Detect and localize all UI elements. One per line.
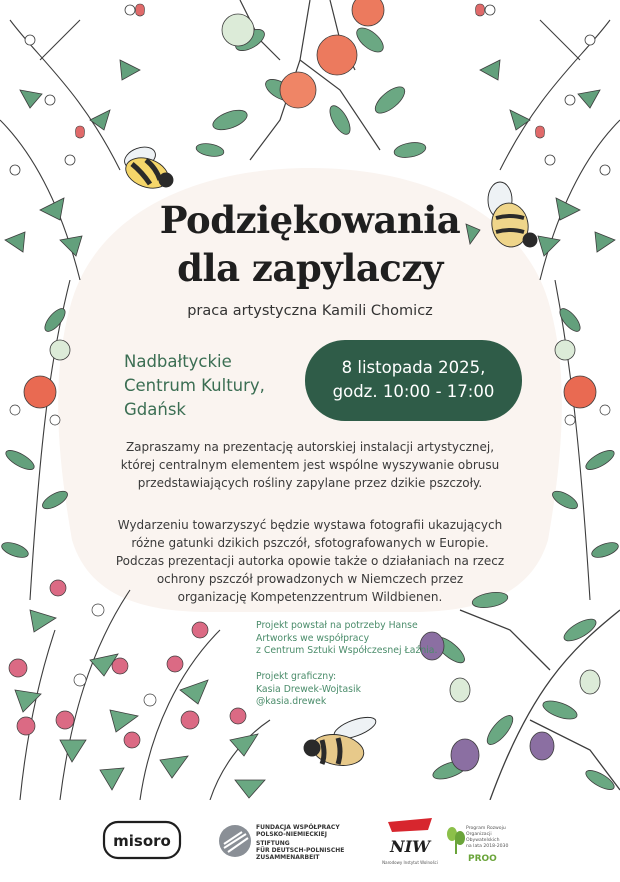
text-line: z Centrum Sztuki Współczesnej Łaźnia.	[256, 645, 438, 656]
venue-line: Nadbałtyckie	[124, 352, 232, 371]
misoro-logo	[102, 818, 182, 862]
proo-line: Obywatelskich	[466, 838, 500, 843]
text-line: Zapraszamy na prezentację autorskiej instalacji artystycznej,	[125, 440, 495, 454]
text-line: Projekt graficzny:	[256, 671, 337, 682]
niw-logo	[378, 816, 442, 872]
graphic-design-credit	[256, 671, 456, 709]
poster-title-line-2: dla zapylaczy	[177, 246, 443, 290]
niw-flag-icon	[378, 816, 442, 860]
fundacja-line: ZUSAMMENARBEIT	[256, 854, 320, 861]
venue-line: Gdańsk	[124, 400, 186, 419]
text-line: Podczas prezentacji autorka opowie także o działaniach na rzecz	[115, 554, 505, 568]
text-line: której centralnym elementem jest wspólne wyszywanie obrusu	[120, 458, 500, 472]
text-line: ochrony pszczół prowadzonych w Niemczech przez	[156, 572, 464, 586]
subtitle: praca artystyczna Kamili Chomicz	[187, 303, 433, 319]
time-line: godz. 10:00 - 17:00	[332, 382, 495, 401]
proo-logo-text: PROO	[468, 854, 497, 864]
tomato-plant-icon	[0, 280, 80, 600]
proo-line: Organizacji	[466, 832, 492, 837]
niw-logo-text: NIW	[389, 837, 431, 856]
proo-leaf-icon	[446, 826, 466, 854]
fundacja-line: FUNDACJA WSPÓŁPRACY	[256, 824, 340, 831]
venue	[124, 350, 314, 422]
misoro-logo-text: misoro	[113, 832, 171, 850]
text-line: różne gatunki dzikich pszczół, sfotografowanych w Europie.	[131, 536, 489, 550]
fundacja-line: STIFTUNG	[256, 840, 290, 847]
fundacja-line: FÜR DEUTSCH-POLNISCHE	[256, 847, 345, 854]
fundacja-line: POLSKO-NIEMIECKIEJ	[256, 831, 327, 838]
text-line: @kasia.drewek	[256, 696, 327, 707]
niw-subtitle: Narodowy Instytut Wolności	[382, 860, 438, 865]
text-line: Projekt powstał na potrzeby Hanse	[256, 620, 418, 631]
description-paragraph-2	[96, 516, 524, 606]
bee-icon	[300, 710, 390, 780]
text-line: Artworks we współpracy	[256, 632, 370, 644]
bee-icon	[112, 138, 182, 198]
text-line: Kasia Drewek-Wojtasik	[256, 683, 361, 695]
tomato-plant-icon	[545, 280, 620, 600]
proo-line: na lata 2018-2030	[466, 844, 509, 849]
proo-line: Program Rozwoju	[466, 826, 506, 831]
fundacja-emblem-icon	[218, 824, 252, 858]
proo-logo	[446, 820, 516, 870]
venue-line: Centrum Kultury,	[124, 376, 265, 395]
text-line: przedstawiających rośliny zapylane przez dzikie pszczoły.	[137, 476, 483, 490]
poster-title-line-1: Podziękowania	[159, 198, 461, 242]
date-badge	[305, 340, 522, 421]
fundacja-logo	[218, 820, 358, 866]
sponsor-footer	[0, 800, 620, 882]
description-paragraph-1	[96, 438, 524, 492]
text-line: organizację Kompetenzzentrum Wildbienen.	[177, 590, 443, 604]
project-credit	[256, 620, 456, 658]
date-line: 8 listopada 2025,	[341, 358, 486, 377]
text-line: Wydarzeniu towarzyszyć będzie wystawa fotografii ukazujących	[117, 518, 503, 532]
apple-branch-icon	[180, 0, 440, 170]
